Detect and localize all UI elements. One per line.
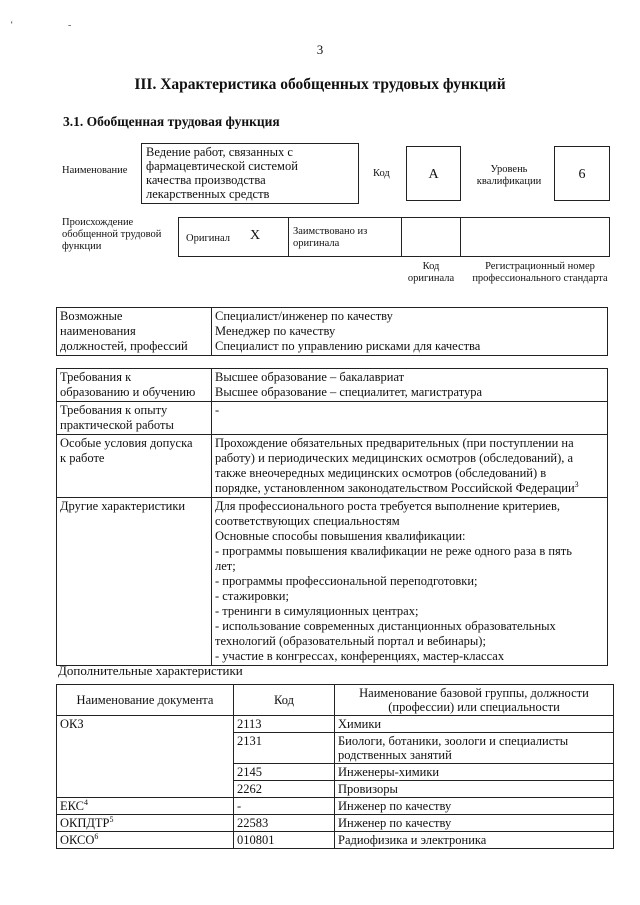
name-cell: Радиофизика и электроника <box>335 832 614 849</box>
doc-cell: ОКЗ <box>57 716 234 798</box>
footnote-ref: 6 <box>94 831 99 841</box>
additional-table <box>56 684 614 849</box>
level-value-box: 6 <box>554 146 610 201</box>
value-line: соответствующих специальностям <box>215 514 400 528</box>
value-line: Высшее образование – бакалавриат <box>215 370 405 384</box>
caption-line: Код <box>422 261 440 272</box>
position-item: Менеджер по качеству <box>215 324 336 338</box>
function-name-line: качества производства <box>146 173 266 187</box>
code-cell: 2145 <box>234 764 335 781</box>
requirement-row <box>57 435 608 498</box>
name-cell: Инженер по качеству <box>335 798 614 815</box>
code-cell: 2131 <box>234 733 335 764</box>
table-row <box>57 798 614 815</box>
origin-label-line: функции <box>62 241 102 252</box>
requirement-value <box>212 435 608 498</box>
level-label-line: квалификации <box>476 176 542 187</box>
value-line: - тренинги в симуляционных центрах; <box>215 604 419 618</box>
caption-line: оригинала <box>407 273 455 284</box>
positions-values <box>212 308 608 356</box>
table-row <box>57 815 614 832</box>
value-line: - программы профессиональной переподготовки; <box>215 574 478 588</box>
requirement-row <box>57 498 608 666</box>
table-row <box>57 716 614 733</box>
requirement-label <box>57 435 212 498</box>
header-cell: Наименование базовой группы, должности (профессии) или специальности <box>335 685 614 716</box>
code-cell: 2262 <box>234 781 335 798</box>
doc-cell <box>57 815 234 832</box>
header-cell: Наименование документа <box>57 685 234 716</box>
section-title: III. Характеристика обобщенных трудовых функций <box>134 76 506 93</box>
value-line <box>215 481 604 496</box>
name-cell: Инженеры-химики <box>335 764 614 781</box>
footnote-ref: 4 <box>84 797 88 807</box>
value-line: Для профессионального роста требуется выполнение критериев, <box>215 499 560 513</box>
value-line: технологий (образовательный портал и вебинары); <box>215 634 486 648</box>
requirement-value <box>212 498 608 666</box>
label-line: к работе <box>60 451 105 465</box>
value-line: - программы повышения квалификации не реже одного раза в пять <box>215 544 572 558</box>
original-mark: X <box>250 228 261 243</box>
table-row <box>57 832 614 849</box>
requirement-row <box>57 402 608 435</box>
label-line: Требования к <box>60 370 132 384</box>
origin-label-line: обобщенной трудовой <box>62 229 162 240</box>
borrowed-label-line: оригинала <box>293 238 340 249</box>
doc-text: ОКСО <box>60 833 95 847</box>
registration-caption <box>462 261 618 285</box>
label-line: Требования к опыту <box>60 403 168 417</box>
value-line: Высшее образование – специалитет, магистратура <box>215 385 483 399</box>
value-line: - использование современных дистанционных образовательных <box>215 619 556 633</box>
additional-header-row <box>57 685 614 716</box>
value-line: Прохождение обязательных предварительных (при поступлении на <box>215 436 574 450</box>
additional-title: Дополнительные характеристики <box>58 663 243 678</box>
registration-cell <box>460 217 610 257</box>
label-line: наименования <box>60 324 136 338</box>
code-value-box: А <box>406 146 461 201</box>
code-original-cell <box>401 217 461 257</box>
requirement-value <box>212 402 608 435</box>
value-line: Основные способы повышения квалификации: <box>215 529 466 543</box>
value-line: - <box>215 403 220 417</box>
label-line: Другие характеристики <box>60 499 186 513</box>
footnote-ref: 5 <box>109 814 114 824</box>
code-cell: 010801 <box>234 832 335 849</box>
subsection-title: 3.1. Обобщенная трудовая функция <box>63 114 280 129</box>
borrowed-label-line: Заимствовано из <box>293 226 368 237</box>
page-number: 3 <box>316 42 324 57</box>
borrowed-label <box>293 226 367 250</box>
name-cell: Биологи, ботаники, зоологи и специалисты родственных занятий <box>335 733 614 764</box>
requirement-value <box>212 369 608 402</box>
name-cell: Химики <box>335 716 614 733</box>
code-cell: 2113 <box>234 716 335 733</box>
value-line: - участие в конгрессах, конференциях, мастер-классах <box>215 649 505 663</box>
positions-label <box>57 308 212 356</box>
position-item: Специалист/инженер по качеству <box>215 309 393 323</box>
value-text: порядке, установленном законодательством Российской Федерации <box>215 481 575 495</box>
code-cell: 22583 <box>234 815 335 832</box>
value-line: также внеочередных медицинских осмотров (обследований) в <box>215 466 547 480</box>
header-cell: Код <box>234 685 335 716</box>
label-line: образованию и обучению <box>60 385 196 399</box>
level-label-line: Уровень <box>490 164 528 175</box>
label-line: должностей, профессий <box>60 339 188 353</box>
code-original-caption <box>401 261 461 285</box>
level-label <box>470 164 548 188</box>
requirement-label <box>57 369 212 402</box>
requirement-row <box>57 369 608 402</box>
function-name-line: фармацевтической системой <box>146 159 298 173</box>
requirement-label <box>57 498 212 666</box>
origin-label-line: Происхождение <box>62 217 134 228</box>
name-cell: Инженер по качеству <box>335 815 614 832</box>
requirement-label <box>57 402 212 435</box>
original-label: Оригинал <box>186 233 230 244</box>
code-cell: - <box>234 798 335 815</box>
function-name-box <box>141 143 359 204</box>
name-label: Наименование <box>62 165 128 176</box>
caption-line: Регистрационный номер <box>485 261 595 272</box>
label-line: Возможные <box>60 309 123 323</box>
footnote-ref: 3 <box>574 479 579 489</box>
doc-text: ОКПДТР <box>60 816 110 830</box>
value-line: - стажировки; <box>215 589 289 603</box>
positions-table <box>56 307 608 356</box>
position-item: Специалист по управлению рисками для качества <box>215 339 481 353</box>
label-line: Особые условия допуска <box>60 436 193 450</box>
function-name-line: Ведение работ, связанных с <box>146 145 293 159</box>
requirements-table <box>56 368 608 666</box>
origin-label <box>62 217 161 253</box>
doc-text: ЕКС <box>60 799 84 813</box>
function-name-line: лекарственных средств <box>146 187 270 201</box>
label-line: практической работы <box>60 418 174 432</box>
name-cell: Провизоры <box>335 781 614 798</box>
value-line: работу) и периодических медицинских осмотров (обследований), а <box>215 451 574 465</box>
scan-mark: ‘ <box>10 20 14 31</box>
scan-mark: - <box>68 20 72 31</box>
value-line: лет; <box>215 559 236 573</box>
doc-cell <box>57 832 234 849</box>
caption-line: профессионального стандарта <box>472 273 608 284</box>
code-label: Код <box>373 168 390 179</box>
doc-cell <box>57 798 234 815</box>
